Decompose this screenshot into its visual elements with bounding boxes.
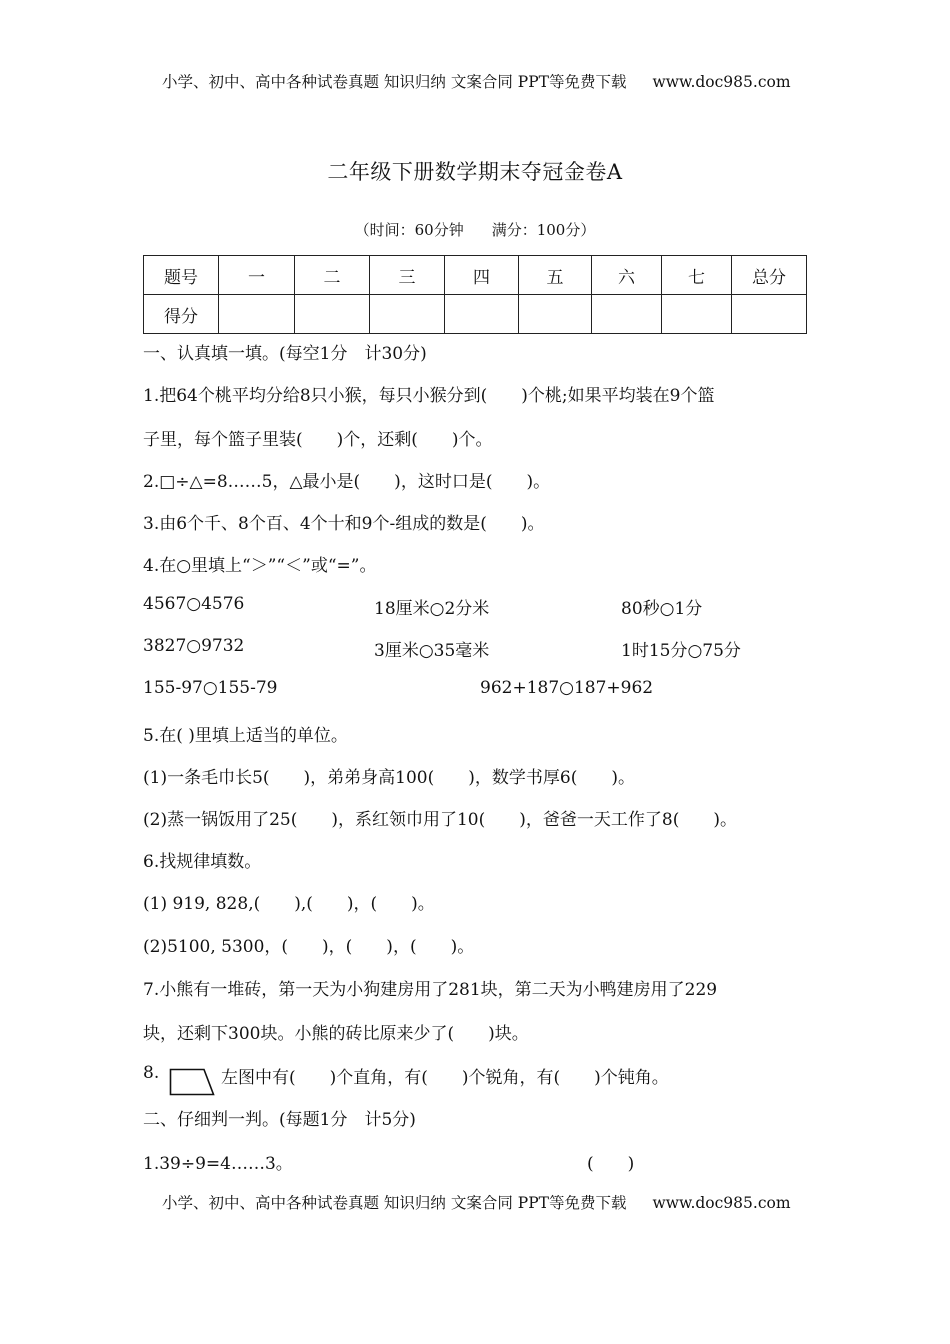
compare-item: 1时15分○75分 — [621, 641, 741, 661]
question-7-line-2: 块，还剩下300块。小熊的砖比原来少了( )块。 — [143, 1024, 529, 1044]
table-cell: 六 — [592, 256, 662, 295]
compare-item: 18厘米○2分米 — [374, 599, 490, 619]
table-cell: 三 — [370, 256, 445, 295]
section-2-heading: 二、仔细判一判。(每题1分 计5分) — [143, 1110, 416, 1130]
score-cell — [370, 295, 445, 334]
exam-full-score: 满分：100分） — [491, 221, 596, 239]
table-cell: 得分 — [144, 295, 219, 334]
trapezoid-figure — [169, 1068, 215, 1096]
compare-item: 80秒○1分 — [621, 599, 703, 619]
question-2: 2.□÷△=8……5，△最小是( )，这时口是( )。 — [143, 472, 551, 492]
table-cell: 题号 — [144, 256, 219, 295]
score-cell — [662, 295, 732, 334]
question-6: 6.找规律填数。 — [143, 852, 262, 872]
score-cell — [219, 295, 295, 334]
question-7-line-1: 7.小熊有一堆砖，第一天为小狗建房用了281块，第二天为小鸭建房用了229 — [143, 980, 718, 1000]
score-table-score-row — [144, 295, 807, 334]
question-6-part-1: (1) 919, 828,( ),( )，( )。 — [143, 894, 435, 914]
question-1-line-2: 子里，每个篮子里装( )个，还剩( )个。 — [143, 430, 493, 450]
score-cell — [732, 295, 807, 334]
page-header — [162, 70, 791, 92]
judge-answer-paren: ( ) — [587, 1154, 635, 1174]
compare-item: 155-97○155-79 — [143, 678, 278, 698]
table-cell: 二 — [295, 256, 370, 295]
table-cell: 七 — [662, 256, 732, 295]
exam-info — [0, 219, 950, 240]
score-cell — [445, 295, 519, 334]
table-cell: 总分 — [732, 256, 807, 295]
table-cell: 五 — [519, 256, 592, 295]
compare-item: 4567○4576 — [143, 594, 245, 614]
compare-item: 3厘米○35毫米 — [374, 641, 490, 661]
question-4: 4.在○里填上“＞”“＜”或“=”。 — [143, 556, 377, 576]
score-cell — [519, 295, 592, 334]
question-3: 3.由6个千、8个百、4个十和9个-组成的数是( )。 — [143, 514, 545, 534]
table-cell: 四 — [445, 256, 519, 295]
question-5-part-2: (2)蒸一锅饭用了25( )，系红领巾用了10( )，爸爸一天工作了8( )。 — [143, 810, 737, 830]
score-table-header-row — [144, 256, 807, 295]
page-title: 二年级下册数学期末夺冠金卷A — [327, 160, 623, 184]
header-site: www.doc985.com — [652, 73, 791, 91]
compare-item: 962+187○187+962 — [480, 678, 654, 698]
score-cell — [592, 295, 662, 334]
footer-site: www.doc985.com — [652, 1194, 791, 1212]
section-1-heading: 一、认真填一填。(每空1分 计30分) — [143, 344, 427, 364]
score-cell — [295, 295, 370, 334]
header-text: 小学、初中、高中各种试卷真题 知识归纳 文案合同 PPT等免费下载 — [162, 73, 627, 91]
page-footer — [162, 1191, 791, 1213]
table-cell: 一 — [219, 256, 295, 295]
question-8-number: 8. — [143, 1063, 160, 1083]
question-5: 5.在( )里填上适当的单位。 — [143, 726, 348, 746]
exam-time: （时间：60分钟 — [354, 221, 464, 239]
question-1-line-1: 1.把64个桃平均分给8只小猴，每只小猴分到( )个桃;如果平均装在9个篮 — [143, 386, 715, 406]
question-8-text: 左图中有( )个直角，有( )个锐角，有( )个钝角。 — [221, 1068, 669, 1088]
question-5-part-1: (1)一条毛巾长5( )，弟弟身高100( )，数学书厚6( )。 — [143, 768, 635, 788]
judge-question-1: 1.39÷9=4……3。 — [143, 1154, 293, 1174]
footer-text: 小学、初中、高中各种试卷真题 知识归纳 文案合同 PPT等免费下载 — [162, 1194, 627, 1212]
score-table — [143, 255, 807, 334]
question-6-part-2: (2)5100, 5300，( )，( )，( )。 — [143, 937, 475, 957]
compare-item: 3827○9732 — [143, 636, 245, 656]
